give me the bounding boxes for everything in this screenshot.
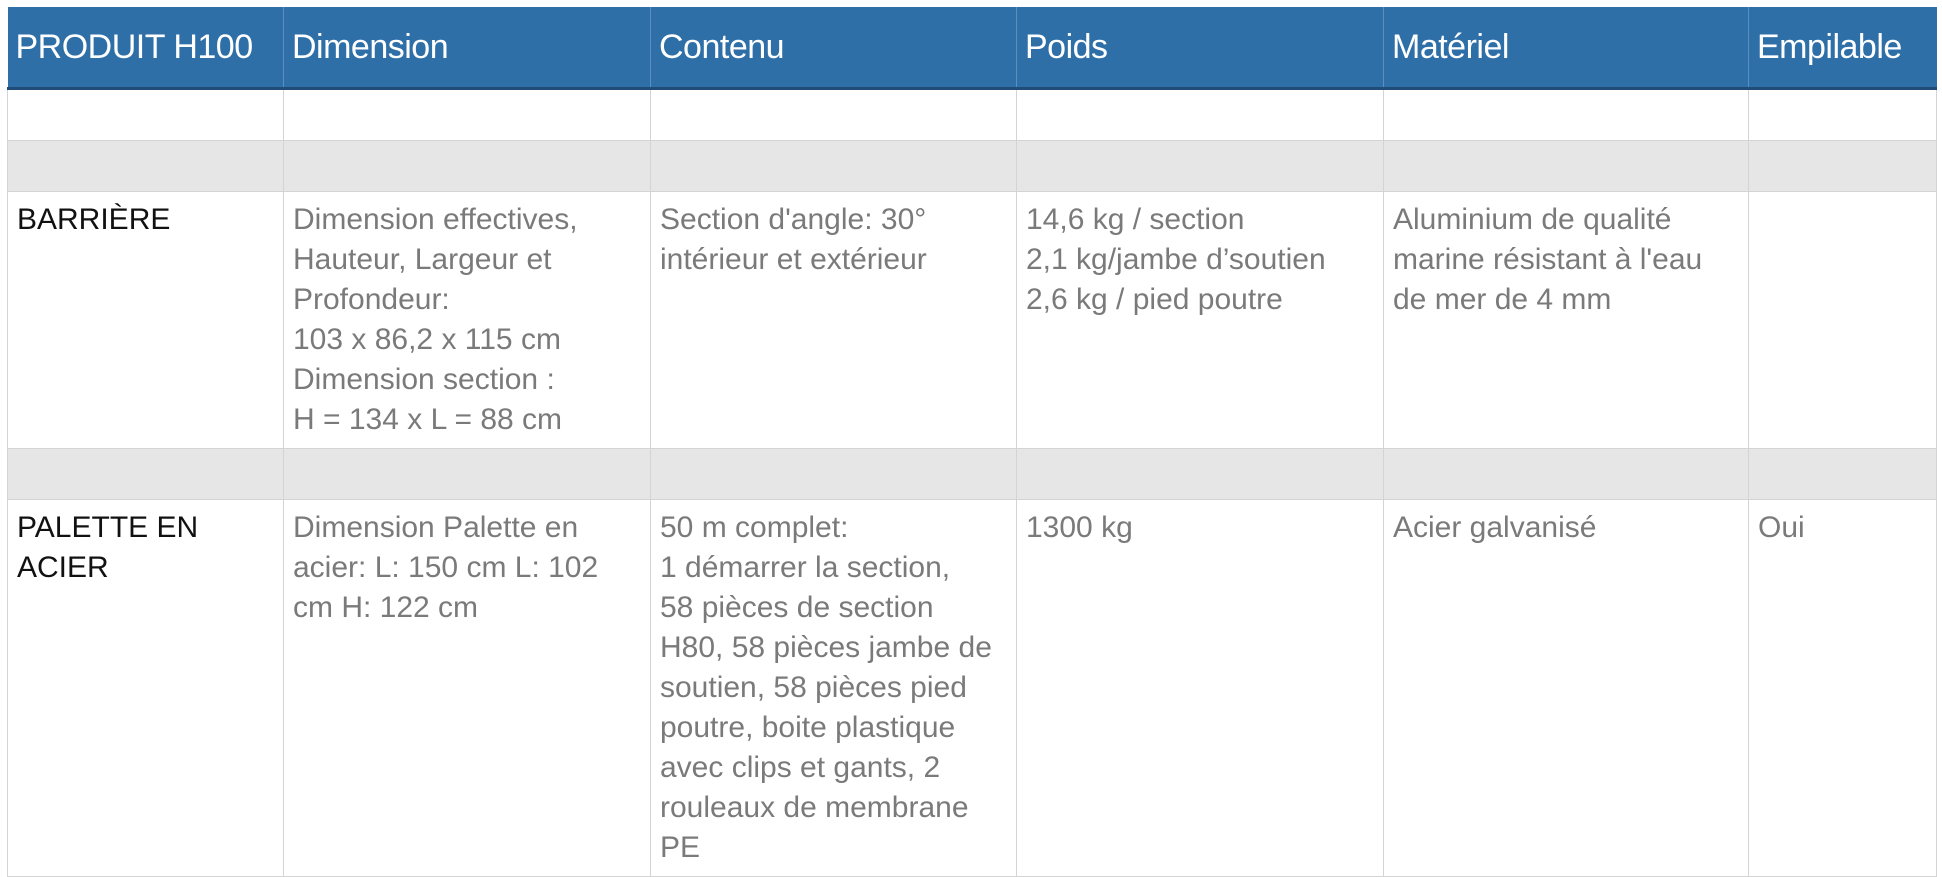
cell-text: Oui — [1758, 511, 1805, 544]
cell-contenu[interactable] — [651, 192, 1017, 449]
empty-cell[interactable] — [1017, 141, 1384, 192]
cell-materiel[interactable] — [1384, 500, 1749, 877]
cell-empilable[interactable] — [1749, 500, 1937, 877]
cell-text: 50 m complet: 1 démarrer la section, 58 pièces de section H80, 58 pièces jambe de soutien, 58 pièces pied poutre, boite plastique avec clips et gants, 2 rouleaux de membrane PE — [660, 511, 992, 864]
empty-cell[interactable] — [284, 141, 651, 192]
empty-row-shaded — [8, 141, 1937, 192]
cell-text: Aluminium de qualité marine résistant à l'eau de mer de 4 mm — [1393, 203, 1703, 316]
empty-cell[interactable] — [651, 89, 1017, 141]
empty-cell[interactable] — [1749, 89, 1937, 141]
cell-text: Dimension Palette en acier: L: 150 cm L: 102 cm H: 122 cm — [293, 511, 599, 624]
header-row — [8, 7, 1937, 89]
cell-produit[interactable] — [8, 500, 284, 877]
product-spec-table — [7, 7, 1937, 877]
empty-cell[interactable] — [1749, 449, 1937, 500]
table-row-barriere — [8, 192, 1937, 449]
table-body — [8, 89, 1937, 877]
cell-text: Dimension effectives, Hauteur, Largeur et Profondeur: 103 x 86,2 x 115 cm Dimension section : H = 134 x L = 88 cm — [293, 203, 578, 436]
table-header — [8, 7, 1937, 89]
empty-row — [8, 89, 1937, 141]
cell-dimension[interactable] — [284, 500, 651, 877]
cell-poids[interactable] — [1017, 500, 1384, 877]
empty-cell[interactable] — [1017, 89, 1384, 141]
header-cell-produit[interactable]: PRODUIT H100 — [8, 7, 284, 89]
header-cell-contenu[interactable]: Contenu — [651, 7, 1017, 89]
cell-text: Section d'angle: 30° intérieur et extérieur — [660, 203, 927, 276]
empty-cell[interactable] — [651, 449, 1017, 500]
empty-cell[interactable] — [651, 141, 1017, 192]
empty-cell[interactable] — [284, 89, 651, 141]
empty-cell[interactable] — [8, 141, 284, 192]
cell-text: BARRIÈRE — [17, 203, 171, 236]
empty-cell[interactable] — [1384, 141, 1749, 192]
header-cell-empilable[interactable]: Empilable — [1749, 7, 1937, 89]
table-row-palette — [8, 500, 1937, 877]
cell-poids[interactable] — [1017, 192, 1384, 449]
header-cell-poids[interactable]: Poids — [1017, 7, 1384, 89]
cell-contenu[interactable] — [651, 500, 1017, 877]
header-cell-dimension[interactable]: Dimension — [284, 7, 651, 89]
empty-cell[interactable] — [1384, 449, 1749, 500]
empty-cell[interactable] — [8, 449, 284, 500]
cell-text: 14,6 kg / section 2,1 kg/jambe d’soutien 2,6 kg / pied poutre — [1026, 203, 1326, 316]
cell-text: Acier galvanisé — [1393, 511, 1597, 544]
cell-materiel[interactable] — [1384, 192, 1749, 449]
empty-cell[interactable] — [1749, 141, 1937, 192]
empty-cell[interactable] — [8, 89, 284, 141]
empty-cell[interactable] — [284, 449, 651, 500]
empty-cell[interactable] — [1017, 449, 1384, 500]
cell-text: 1300 kg — [1026, 511, 1133, 544]
cell-text: PALETTE EN ACIER — [17, 511, 199, 584]
empty-cell[interactable] — [1384, 89, 1749, 141]
empty-row-shaded — [8, 449, 1937, 500]
cell-produit[interactable] — [8, 192, 284, 449]
header-cell-materiel[interactable]: Matériel — [1384, 7, 1749, 89]
cell-dimension[interactable] — [284, 192, 651, 449]
cell-empilable[interactable] — [1749, 192, 1937, 449]
